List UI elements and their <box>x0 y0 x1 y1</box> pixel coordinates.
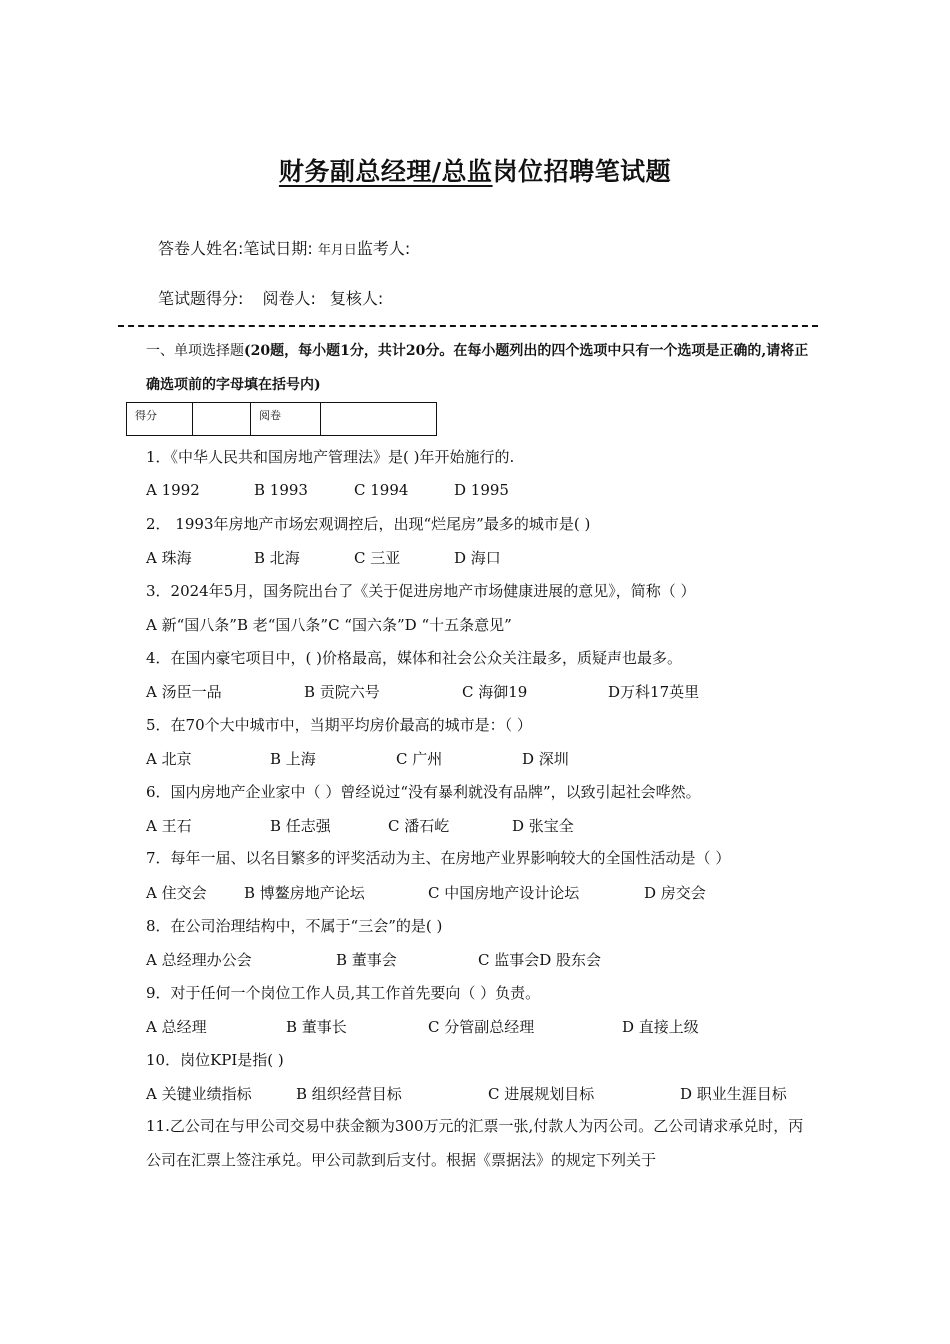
question-11: 11.乙公司在与甲公司交易中获金额为300万元的汇票一张,付款人为丙公司。乙公司请求承兑时，丙公司在汇票上签注承兑。甲公司款到后支付。根据《票据法》的规定下列关于 <box>146 1117 804 1169</box>
option-1c: C 1994 <box>354 481 409 500</box>
section-heading-instructions: (20题，每小题1分，共计20分。在每小题列出的四个选项中只有一个选项是正确的,请将正确选项前的字母填在括号内) <box>146 343 809 393</box>
proctor-label: 监考人: <box>356 239 411 258</box>
page-title <box>0 152 950 188</box>
option-2c: C 三亚 <box>354 548 401 567</box>
option-5d: D 深圳 <box>522 749 569 768</box>
dashed-divider <box>118 325 818 327</box>
score-label-cell: 得分 <box>127 403 193 436</box>
option-9d: D 直接上级 <box>622 1017 699 1036</box>
option-6a: A 王石 <box>146 816 192 835</box>
option-10a: A 关键业绩指标 <box>146 1084 252 1103</box>
option-5b: B 上海 <box>270 749 316 768</box>
question-4: 4．在国内豪宅项目中，( )价格最高，媒体和社会公众关注最多，质疑声也最多。 <box>146 649 683 668</box>
option-7d: D 房交会 <box>644 883 706 902</box>
option-2a: A 珠海 <box>146 548 192 567</box>
grader-label: 阅卷人: <box>262 289 316 308</box>
reviewer-label: 复核人: <box>329 289 384 308</box>
grader-label-cell: 阅卷 <box>251 403 321 436</box>
section-heading-lead: 一、单项选择题 <box>146 343 244 359</box>
candidate-name-date-label: 答卷人姓名:笔试日期: <box>158 239 313 258</box>
options-7 <box>146 876 810 910</box>
option-8c: C 监事会D 股东会 <box>478 950 602 969</box>
question-10: 10．岗位KPI是指( ) <box>146 1051 284 1070</box>
question-3: 3．2024年5月，国务院出台了《关于促进房地产市场健康进展的意见》，简称（ ） <box>146 582 696 601</box>
title-underlined-part: 财务副总经理/总监 <box>278 157 493 186</box>
question-7: 7．每年一届、以名目繁多的评奖活动为主、在房地产业界影响较大的全国性活动是（ ） <box>146 849 731 867</box>
option-7b: B 博鳌房地产论坛 <box>244 883 365 902</box>
options-5 <box>146 742 810 776</box>
option-8a: A 总经理办公会 <box>146 950 252 969</box>
option-7a: A 住交会 <box>146 883 207 902</box>
options-8 <box>146 943 810 977</box>
question-1: 1．《中华人民共和国房地产管理法》是( )年开始施行的. <box>146 448 515 467</box>
date-placeholder: 年月日 <box>317 243 357 258</box>
option-4d: D万科17英里 <box>608 682 700 701</box>
option-3-all: A 新“国八条”B 老“国八条”C “国六条”D “十五条意见” <box>146 615 512 634</box>
option-7c: C 中国房地产设计论坛 <box>428 883 580 902</box>
option-1b: B 1993 <box>254 481 308 500</box>
options-3 <box>146 608 810 642</box>
exam-score-label: 笔试题得分: <box>158 289 244 308</box>
option-6c: C 潘石屹 <box>388 816 450 835</box>
option-9a: A 总经理 <box>146 1017 207 1036</box>
section-heading <box>146 334 816 402</box>
option-10d: D 职业生涯目标 <box>680 1084 787 1103</box>
question-5: 5．在70个大中城市中，当期平均房价最高的城市是：（ ） <box>146 716 532 735</box>
score-table <box>126 402 437 436</box>
options-2 <box>146 541 810 575</box>
option-9c: C 分管副总经理 <box>428 1017 535 1036</box>
options-10 <box>146 1077 810 1111</box>
option-4c: C 海御19 <box>462 682 528 701</box>
question-6: 6．国内房地产企业家中（ ）曾经说过“没有暴利就没有品牌”，以致引起社会哗然。 <box>146 783 701 802</box>
option-4b: B 贡院六号 <box>304 682 380 701</box>
grader-value-cell <box>321 403 437 436</box>
option-2b: B 北海 <box>254 548 300 567</box>
option-5c: C 广州 <box>396 749 443 768</box>
options-6 <box>146 809 810 843</box>
option-4a: A 汤臣一品 <box>146 682 222 701</box>
option-6d: D 张宝全 <box>512 816 574 835</box>
question-8: 8．在公司治理结构中，不属于“三会”的是( ) <box>146 917 443 936</box>
option-1a: A 1992 <box>146 481 200 500</box>
title-rest-part: 岗位招聘笔试题 <box>492 157 672 186</box>
option-1d: D 1995 <box>454 481 509 500</box>
score-table-row <box>127 403 437 436</box>
option-9b: B 董事长 <box>286 1017 347 1036</box>
option-6b: B 任志强 <box>270 816 331 835</box>
options-1 <box>146 474 810 508</box>
option-8b: B 董事会 <box>336 950 397 969</box>
options-4 <box>146 675 810 709</box>
option-10b: B 组织经营目标 <box>296 1084 402 1103</box>
score-info-line <box>158 286 397 309</box>
options-9 <box>146 1010 810 1044</box>
question-list <box>146 440 810 1177</box>
question-9: 9．对于任何一个岗位工作人员,其工作首先要向（ ）负责。 <box>146 984 541 1003</box>
question-2: 2． 1993年房地产市场宏观调控后，出现“烂尾房”最多的城市是( ) <box>146 515 591 534</box>
candidate-info-line <box>158 236 410 259</box>
option-2d: D 海口 <box>454 548 501 567</box>
option-5a: A 北京 <box>146 749 192 768</box>
option-10c: C 进展规划目标 <box>488 1084 595 1103</box>
score-value-cell <box>193 403 251 436</box>
